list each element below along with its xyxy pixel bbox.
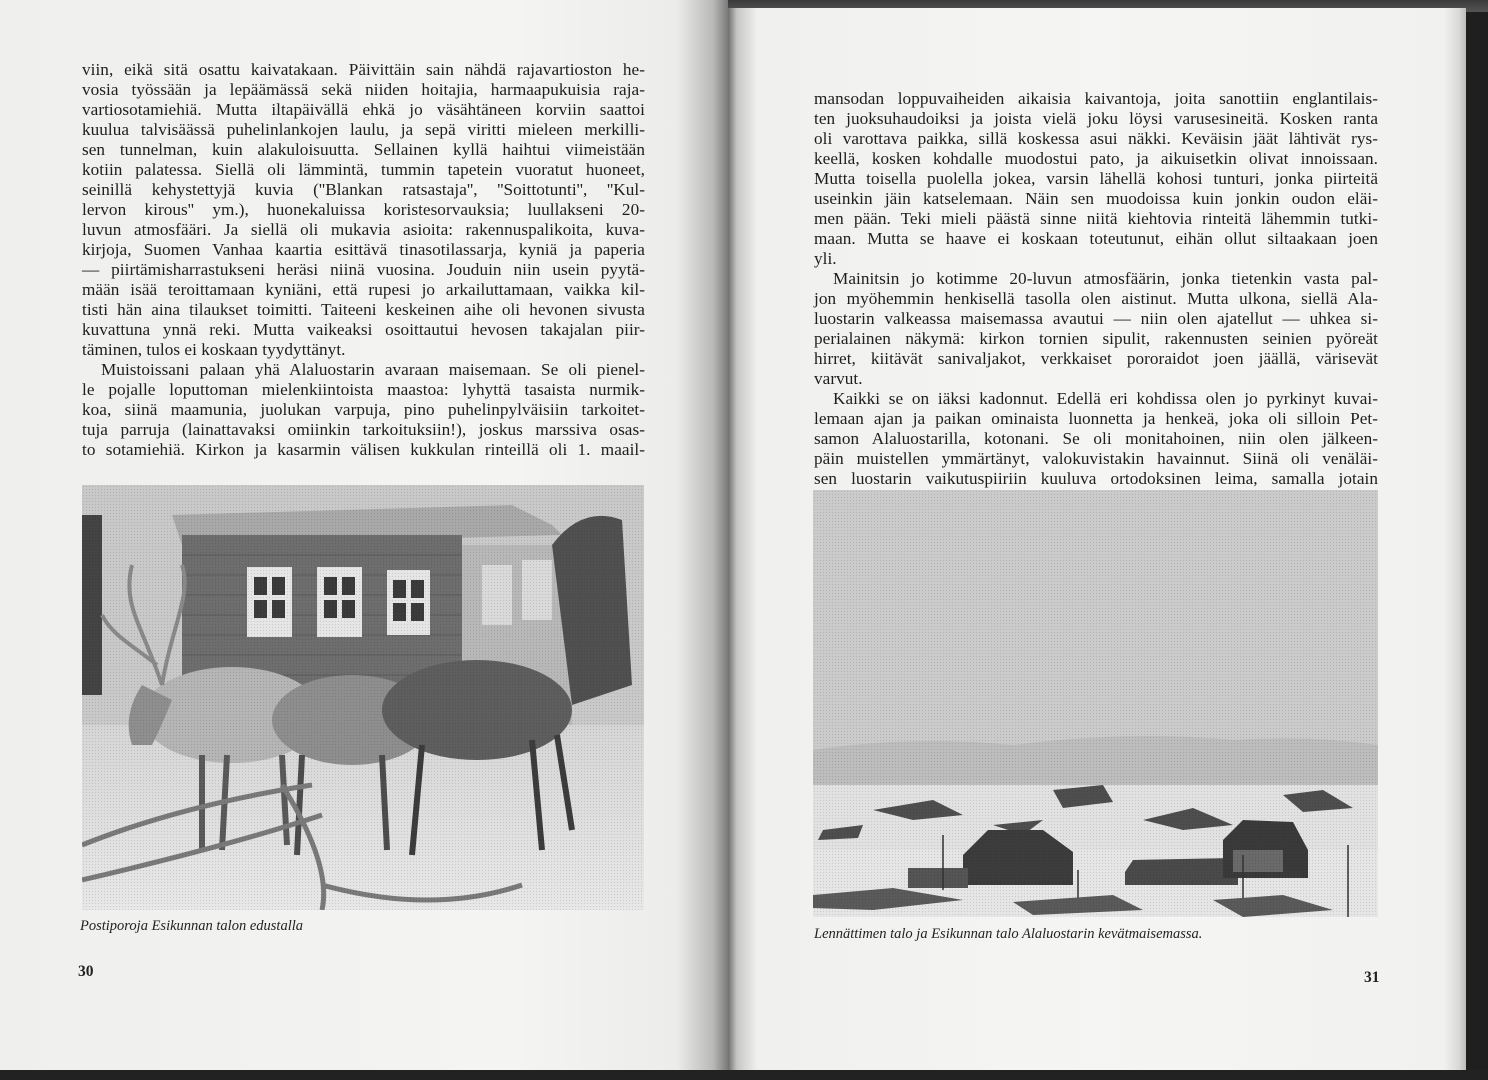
text-line: vartiosotamiehiä. Mutta iltapäivällä ehkä jo väsähtäneen korviin saattoi: [82, 100, 645, 119]
page-number-left: 30: [78, 963, 94, 980]
text-line: Muistoissani palaan yhä Alaluostarin avaraan maisemaan. Se oli pienel-: [101, 360, 645, 379]
text-line: Mainitsin jo kotimme 20-luvun atmosfäärin, jonka tietenkin vasta pal-: [833, 269, 1378, 288]
text-line: tuja parruja (lainattavaksi omiinkin tarkoituksiin!), joskus marssiva osas-: [82, 420, 645, 439]
text-line: yli.: [814, 249, 837, 268]
text-line: sen luostarin vaikutuspiiriin kuuluva ortodoksinen leima, samalla jotain: [814, 469, 1378, 488]
text-line: varvut.: [814, 369, 863, 388]
right-page-body-text: [814, 89, 1378, 489]
text-line: oli varottava paikka, sillä koskessa asui näkki. Keväisin jäät lähtivät rys-: [814, 129, 1378, 148]
left-page-body-text: [82, 60, 645, 460]
reindeer-photo: [82, 485, 644, 910]
text-line: koa, siinä maamunia, juolukan varpuja, pino puhelinpylväisiin tarkoitet-: [82, 400, 645, 419]
text-line: lemaan ajan ja paikan ominaista luonnetta ja henkeä, joka oli silloin Pet-: [814, 409, 1378, 428]
text-line: kotiin palatessa. Siellä oli lämmintä, tummin tapetein vuoratut huoneet,: [82, 160, 645, 179]
page-number-right: 31: [1364, 969, 1380, 986]
text-line: täminen, tulos ei koskaan tyydyttänyt.: [82, 340, 346, 359]
text-line: mansodan loppuvaiheiden aikaisia kaivantoja, joita sanottiin englantilais-: [814, 89, 1378, 108]
text-line: luostarin valkeassa maisemassa avautui — niin olen ajatellut — uhkea si-: [814, 309, 1378, 328]
text-line: seinillä kehystettyjä kuvia (''Blankan ratsastaja'', ''Soittotunti'', ''Kul-: [82, 180, 645, 199]
book-bottom-edge: [0, 1070, 1488, 1080]
text-line: keellä, kosken kohdalle muodostui pato, ja aikuisetkin olivat innoissaan.: [814, 149, 1378, 168]
text-line: kuulua talvisäässä puhelinlankojen laulu, ja sepä viritti mieleen merkilli-: [82, 120, 645, 139]
text-line: sen tunnelman, kuin alakuloisuutta. Sellainen kyllä haihtui viimeistään: [82, 140, 645, 159]
text-line: le pojalle loputtoman mielenkiintoista maastoa: lyhyttä tasaista nurmik-: [82, 380, 645, 399]
text-line: tisti hän aina tilaukset toimitti. Taiteeni keskeinen aihe oli hevonen sivusta: [82, 300, 645, 319]
text-line: maan. Mutta se haave ei koskaan toteutunut, eihän ollut siltaakaan joen: [814, 229, 1378, 248]
text-line: samon Alaluostarilla, kotonani. Se oli monitahoinen, niin olen jälkeen-: [814, 429, 1378, 448]
text-line: jon myöhemmin henkisellä tasolla olen aistinut. Mutta ulkona, siellä Ala-: [814, 289, 1378, 308]
text-line: kirjoja, Suomen Vanhaa kaartia esittävä tinasotilassarja, kyniä ja paperia: [82, 240, 645, 259]
right-photo-caption: Lennättimen talo ja Esikunnan talo Alaluostarin kevätmaisemassa.: [814, 926, 1203, 942]
text-line: Kaikki se on iäksi kadonnut. Edellä eri kohdissa olen jo pyrkinyt kuvai-: [833, 389, 1378, 408]
left-photo-caption: Postiporoja Esikunnan talon edustalla: [80, 918, 304, 934]
book-cover-edge: [1466, 12, 1488, 1080]
reindeer-photo-illustration: [82, 485, 644, 910]
text-line: ten juoksuhaudoiksi ja joista vielä joku löysi varusesineitä. Kosken ranta: [814, 109, 1378, 128]
text-line: — piirtämisharrastukseni heräsi niinä vuosina. Jouduin niin usein pyytä-: [82, 260, 645, 279]
text-line: päin muistellen ymmärtänyt, valokuvistakin havainnut. Siinä oli venäläi-: [814, 449, 1378, 468]
landscape-photo-illustration: [813, 490, 1378, 917]
text-line: kuvattuna ynnä reki. Mutta vaikeaksi osoittautui hevosen takajalan piir-: [82, 320, 645, 339]
landscape-photo: [813, 490, 1378, 917]
text-line: viin, eikä sitä osattu kaivatakaan. Päivittäin sain nähdä rajavartioston he-: [82, 60, 645, 79]
text-line: useinkin jäin katselemaan. Näin sen muodoissa kuin jonkin oudon eläi-: [814, 189, 1378, 208]
text-line: to sotamiehiä. Kirkon ja kasarmin välisen kukkulan rinteillä oli 1. maail-: [82, 440, 645, 459]
text-line: perialainen näkymä: kirkon tornien sipulit, rakennusten seinien pyöreät: [814, 329, 1378, 348]
text-line: luvun atmosfääri. Ja siellä oli mukavia asioita: rakennuspalikoita, kuva-: [82, 220, 645, 239]
text-line: mään isää teroittamaan kyniäni, että rupesi jo arkailuttamaan, vaikka kil-: [82, 280, 645, 299]
text-line: vosia työssään ja lepäämässä sekä niiden hoitajia, harmaapukuisia raja-: [82, 80, 645, 99]
text-line: men pään. Teki mieli päästä sinne niitä kiehtovia rinteitä lähemmin tutki-: [814, 209, 1378, 228]
text-line: lervon kirous'' ym.), huonekaluissa koristesorvauksia; luullakseni 20-: [82, 200, 645, 219]
text-line: Mutta toisella puolella jokea, varsin lähellä kohosi tunturi, jonka piirteitä: [814, 169, 1378, 188]
text-line: hirret, kiitävät sanivaljakot, verkkaiset pororaidot joen jäällä, värisevät: [814, 349, 1378, 368]
